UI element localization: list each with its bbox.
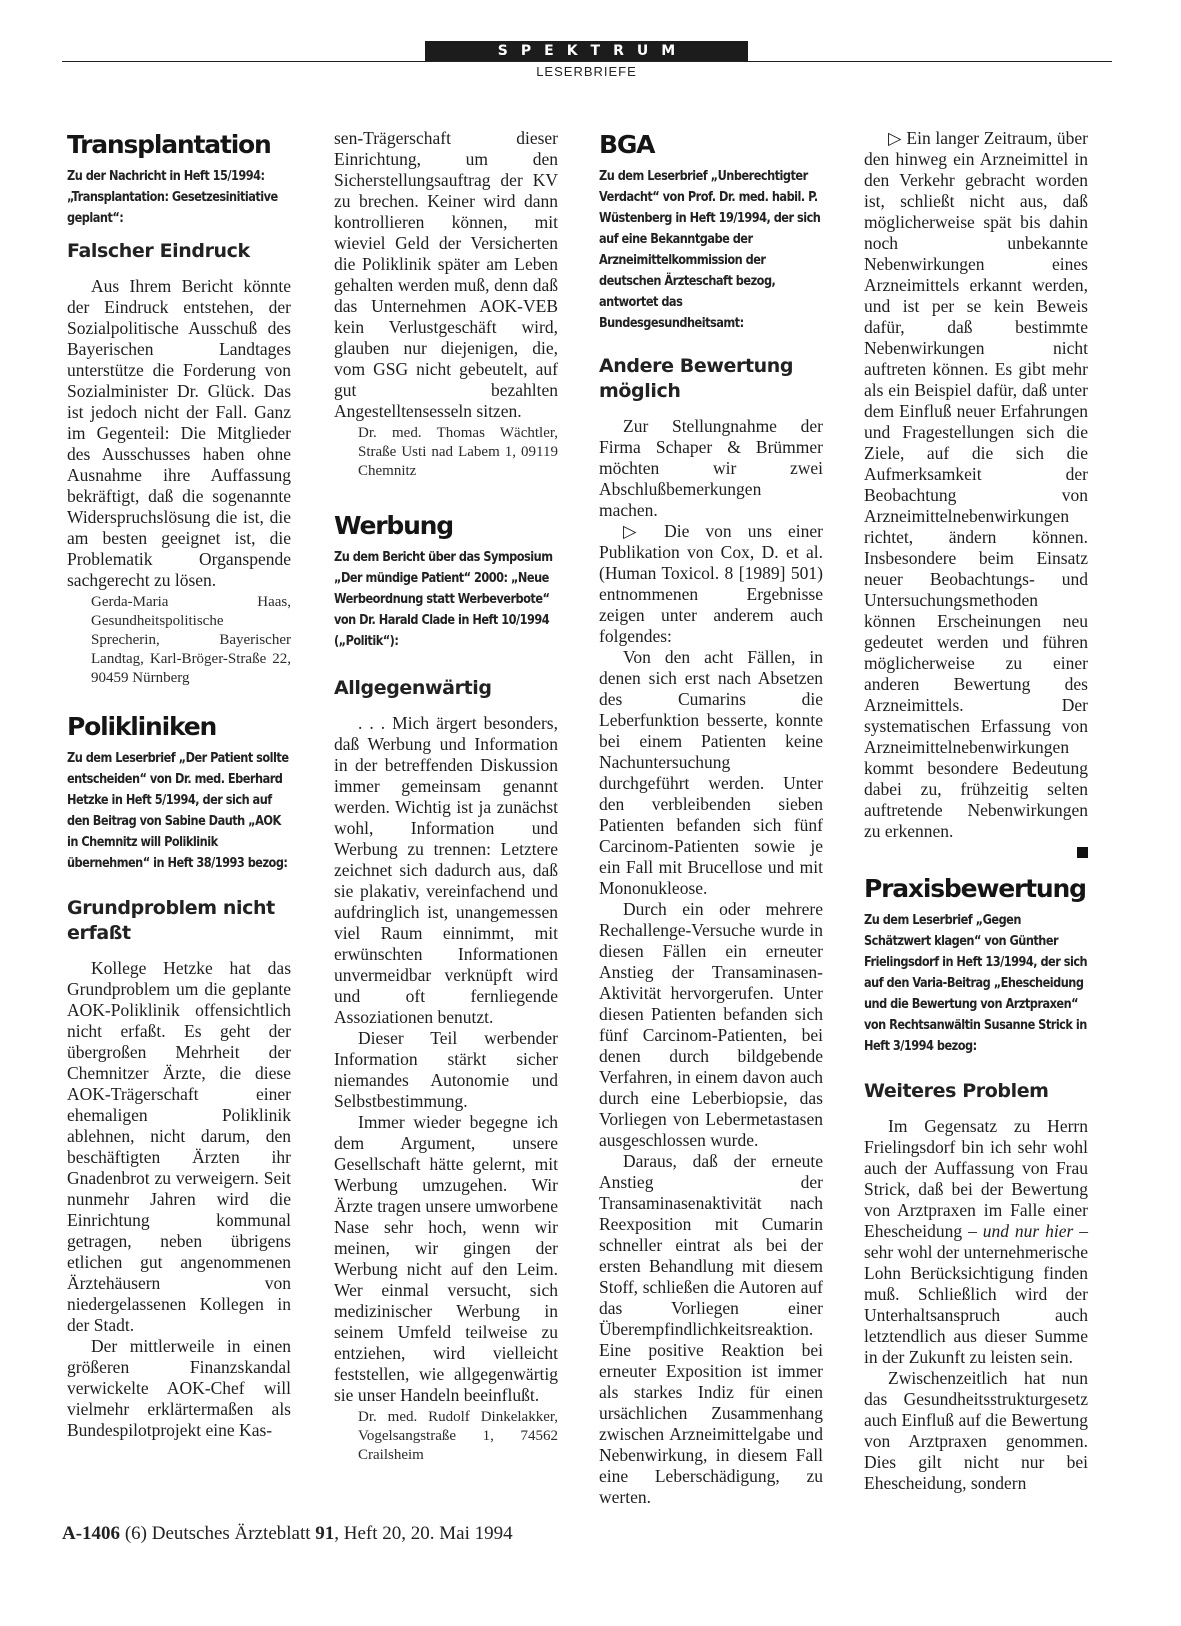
subhead-weiteres-problem: Weiteres Problem	[864, 1080, 1049, 1102]
paragraph: Durch ein oder mehrere Rechallenge-Versuche wurde in diesen Fällen ein erneuter Anstieg der Transaminasen-Aktivität hervorgerufen. Unter diesen Patienten befanden sich fünf Carcinom-Patienten, bei denen durch bildgebende Verfahren, in einem davon auch durch eine Leberbiopsie, das Vorliegen von Lebermetastasen ausgeschlossen wurde.	[599, 899, 823, 1150]
signature-waechtler: Dr. med. Thomas Wächtler, Straße Usti nad Labem 1, 09119 Chemnitz	[358, 425, 558, 479]
article-intro-polikliniken: Zu dem Leserbrief „Der Patient sollte entscheiden“ von Dr. med. Eberhard Hetzke in Heft 5/1994, der sich auf den Beitrag von Sabine Dauth „AOK in Chemnitz will Poliklinik übernehmen“ in Heft 38/1993 bezog:	[67, 751, 289, 871]
journal-volume: 91	[315, 1523, 335, 1544]
article-body-werbung	[334, 713, 558, 1406]
issue-date: , Heft 20, 20. Mai 1994	[334, 1523, 513, 1544]
article-intro-transplantation: Zu der Nachricht in Heft 15/1994: „Transplantation: Gesetzesinitiative geplant“:	[67, 169, 278, 226]
article-title-polikliniken: Polikliniken	[67, 712, 217, 741]
paragraph: ▷ Die von uns einer Publikation von Cox, D. et al. (Human Toxicol. 8 [1989] 501) entnommenen Ergebnisse zeigen unter anderem auch folgendes:	[599, 521, 823, 646]
signature-haas: Gerda-Maria Haas, Gesundheitspolitische Sprecherin, Bayerischer Landtag, Karl-Bröger-Straße 22, 90459 Nürnberg	[91, 594, 291, 686]
column-2	[334, 128, 558, 1465]
article-body-praxisbewertung	[864, 1116, 1088, 1494]
subsection-label: LESERBRIEFE	[536, 64, 637, 79]
paragraph: Kollege Hetzke hat das Grundproblem um die geplante AOK-Poliklinik offensichtlich nicht erfaßt. Es geht der übergroßen Mehrheit der Chemnitzer Ärzte, die diese AOK-Trägerschaft einer ehemaligen Poliklinik ablehnen, nicht darum, den beschäftigten Ärzten ihr Gnadenbrot zu verweigern. Seit nunmehr Jahren wird die Einrichtung kommunal getragen, neben übrigens etlichen gut angenommenen Ärztehäusern von niedergelassenen Kollegen in der Stadt.	[67, 958, 291, 1335]
column-3	[599, 128, 823, 1508]
article-title-transplantation: Transplantation	[67, 130, 271, 159]
paragraph: Aus Ihrem Bericht könnte der Eindruck entstehen, der Sozialpolitische Ausschuß des Bayerischen Landtages unterstütze die Forderung von Sozialminister Dr. Glück. Das ist jedoch nicht der Fall. Ganz im Gegenteil: Die Mitglieder des Ausschusses haben ohne Ausnahme ihre Auffassung bekräftigt, daß die sogenannte Widerspruchslösung die ist, die am besten geeignet ist, die Problematik Organspende sachgerecht zu lösen.	[67, 276, 291, 590]
emphasis: – und nur hier –	[968, 1221, 1089, 1241]
article-body-bga-cont	[864, 128, 1088, 842]
subhead-andere-bewertung: Andere Bewertung möglich	[599, 355, 794, 402]
paragraph: Zwischenzeitlich hat nun das Gesundheitsstrukturgesetz auch Einfluß auf die Bewertung von Arztpraxen genommen. Dies gilt nicht nur bei Ehescheidung, sondern	[864, 1368, 1088, 1493]
column-4	[864, 128, 1088, 1494]
article-title-praxisbewertung: Praxisbewertung	[864, 874, 1086, 903]
section-header: SPEKTRUM	[425, 41, 748, 61]
article-end-mark	[1077, 847, 1088, 858]
paragraph: Im Gegensatz zu Herrn Frielingsdorf bin ich sehr wohl auch der Auffassung von Frau Strick, daß bei der Bewertung von Arztpraxen im Falle einer Ehescheidung – und nur hier – sehr wohl der unternehmerische Lohn Berücksichtigung finden muß. Schließlich wird der Unterhaltsanspruch auch letztendlich aus dieser Summe in der Zukunft zu leisten sein.	[864, 1116, 1089, 1367]
column-1	[67, 128, 291, 1441]
subhead-falscher-eindruck: Falscher Eindruck	[67, 240, 250, 262]
article-title-werbung: Werbung	[334, 511, 453, 540]
paragraph: ▷ Ein langer Zeitraum, über den hinweg ein Arzneimittel in den Verkehr gebracht worden ist, schließt nicht aus, daß möglicherweise spät bis dahin noch unbekannte Nebenwirkungen eines Arzneimittels erkannt werden, und ist per se kein Beweis dafür, daß bestimmte Nebenwirkungen nicht auftreten können. Es gibt mehr als ein Beispiel dafür, daß unter dem Einfluß neuer Erfahrungen und Fragestellungen sich die Ziele, auf die sich die Aufmerksamkeit der Beobachtung von Arzneimittelnebenwirkungen richtet, ändern können. Insbesondere beim Einsatz neuer Beobachtungs- und Untersuchungsmethoden können Erscheinungen neu gedeutet werden und führen möglicherweise zu einer anderen Bewertung des Arzneimittels. Der systematischen Erfassung von Arzneimittelnebenwirkungen kommt besondere Bedeutung dabei zu, frühzeitig selten auftretende Nebenwirkungen zu erkennen.	[864, 128, 1088, 841]
article-body-polikliniken	[67, 958, 291, 1441]
signature-dinkelakker: Dr. med. Rudolf Dinkelakker, Vogelsangstraße 1, 74562 Crailsheim	[358, 1409, 558, 1463]
paragraph: Daraus, daß der erneute Anstieg der Transaminasenaktivität nach Reexposition mit Cumarin schneller eintrat als bei der ersten Behandlung mit diesem Stoff, schließen die Autoren auf das Vorliegen einer Überempfindlichkeitsreaktion. Eine positive Reaktion bei erneuter Exposition ist immer als starkes Indiz für einen ursächlichen Zusammenhang zwischen Arzneimittelgabe und Nebenwirkung, in diesem Fall eine Leberschädigung, zu werten.	[599, 1151, 823, 1507]
article-body-transplantation	[67, 276, 291, 591]
page-number-short: (6)	[124, 1523, 147, 1544]
page-footer	[62, 1523, 513, 1545]
header-rule	[62, 61, 1112, 62]
article-intro-praxisbewertung: Zu dem Leserbrief „Gegen Schätzwert klagen“ von Günther Frielingsdorf in Heft 13/1994, der sich auf den Varia-Beitrag „Ehescheidung und die Bewertung von Arztpraxen“ von Rechtsanwältin Susanne Strick in Heft 3/1994 bezog:	[864, 913, 1088, 1054]
paragraph: sen-Trägerschaft dieser Einrichtung, um den Sicherstellungsauftrag der KV zu brechen. Keiner wird dann kontrollieren können, mit wieviel Geld der Versicherten die Poliklinik später am Leben gehalten werden muß, denn daß das Unternehmen AOK-VEB kein Verlustgeschäft wird, glauben nur diejenigen, die, vom GSG nicht gebeutelt, auf gut bezahlten Angestelltensesseln sitzen.	[334, 128, 558, 421]
article-intro-werbung: Zu dem Bericht über das Symposium „Der mündige Patient“ 2000: „Neue Werbeordnung statt Werbeverbote“ von Dr. Harald Clade in Heft 10/1994 („Politik“):	[334, 550, 553, 649]
paragraph: . . . Mich ärgert besonders, daß Werbung und Information in der betreffenden Diskussion immer gemeinsam genannt werden. Wichtig ist ja zunächst wohl, Information und Werbung zu trennen: Letztere zeichnet sich dadurch aus, daß sie plakativ, vereinfachend und aufdringlich ist, unangemessen viel Raum einnimmt, mit erwünschten Informationen unvermeidbar verknüpft wird und oft fernliegende Assoziationen benutzt.	[334, 713, 558, 1027]
subhead-allgegenwaertig: Allgegenwärtig	[334, 677, 492, 699]
paragraph: Der mittlerweile in einen größeren Finanzskandal verwickelte AOK-Chef will vielmehr erklärtermaßen als Bundespilotprojekt eine Kas-	[67, 1336, 291, 1440]
article-title-bga: BGA	[599, 130, 655, 159]
paragraph: Zur Stellungnahme der Firma Schaper & Brümmer möchten wir zwei Abschlußbemerkungen machen.	[599, 416, 823, 520]
journal-name: Deutsches Ärzteblatt	[151, 1523, 311, 1544]
paragraph: Von den acht Fällen, in denen sich erst nach Absetzen des Cumarins die Leberfunktion besserte, konnte bei einem Patienten keine Nachuntersuchung durchgeführt werden. Unter den verbleibenden sieben Patienten befanden sich fünf Carcinom-Patienten sowie je ein Fall mit Brucellose und mit Mononukleose.	[599, 647, 823, 898]
article-body-polikliniken-cont	[334, 128, 558, 422]
article-intro-bga: Zu dem Leserbrief „Unberechtigter Verdacht“ von Prof. Dr. med. habil. P. Wüstenberg in Heft 19/1994, der sich auf eine Bekanntgabe der Arzneimittelkommission der deutschen Ärzteschaft bezog, antwortet das Bundesgesundheitsamt:	[599, 169, 821, 331]
subhead-grundproblem: Grundproblem nicht erfaßt	[67, 897, 275, 944]
article-body-bga	[599, 416, 823, 1508]
page-number: A-1406	[62, 1523, 121, 1544]
paragraph: Dieser Teil werbender Information stärkt sicher niemandes Autonomie und Selbstbestimmung.	[334, 1028, 558, 1111]
paragraph: Immer wieder begegne ich dem Argument, unsere Gesellschaft hätte gelernt, mit Werbung umzugehen. Wir Ärzte tragen unsere umworbene Nase sehr hoch, wenn wir meinen, wir gingen der Werbung nicht auf den Leim. Wer einmal versucht, sich medizinischer Werbung in seinem Umfeld teilweise zu entziehen, wird vielleicht feststellen, wie allgegenwärtig sie unser Handeln beeinflußt.	[334, 1112, 558, 1405]
